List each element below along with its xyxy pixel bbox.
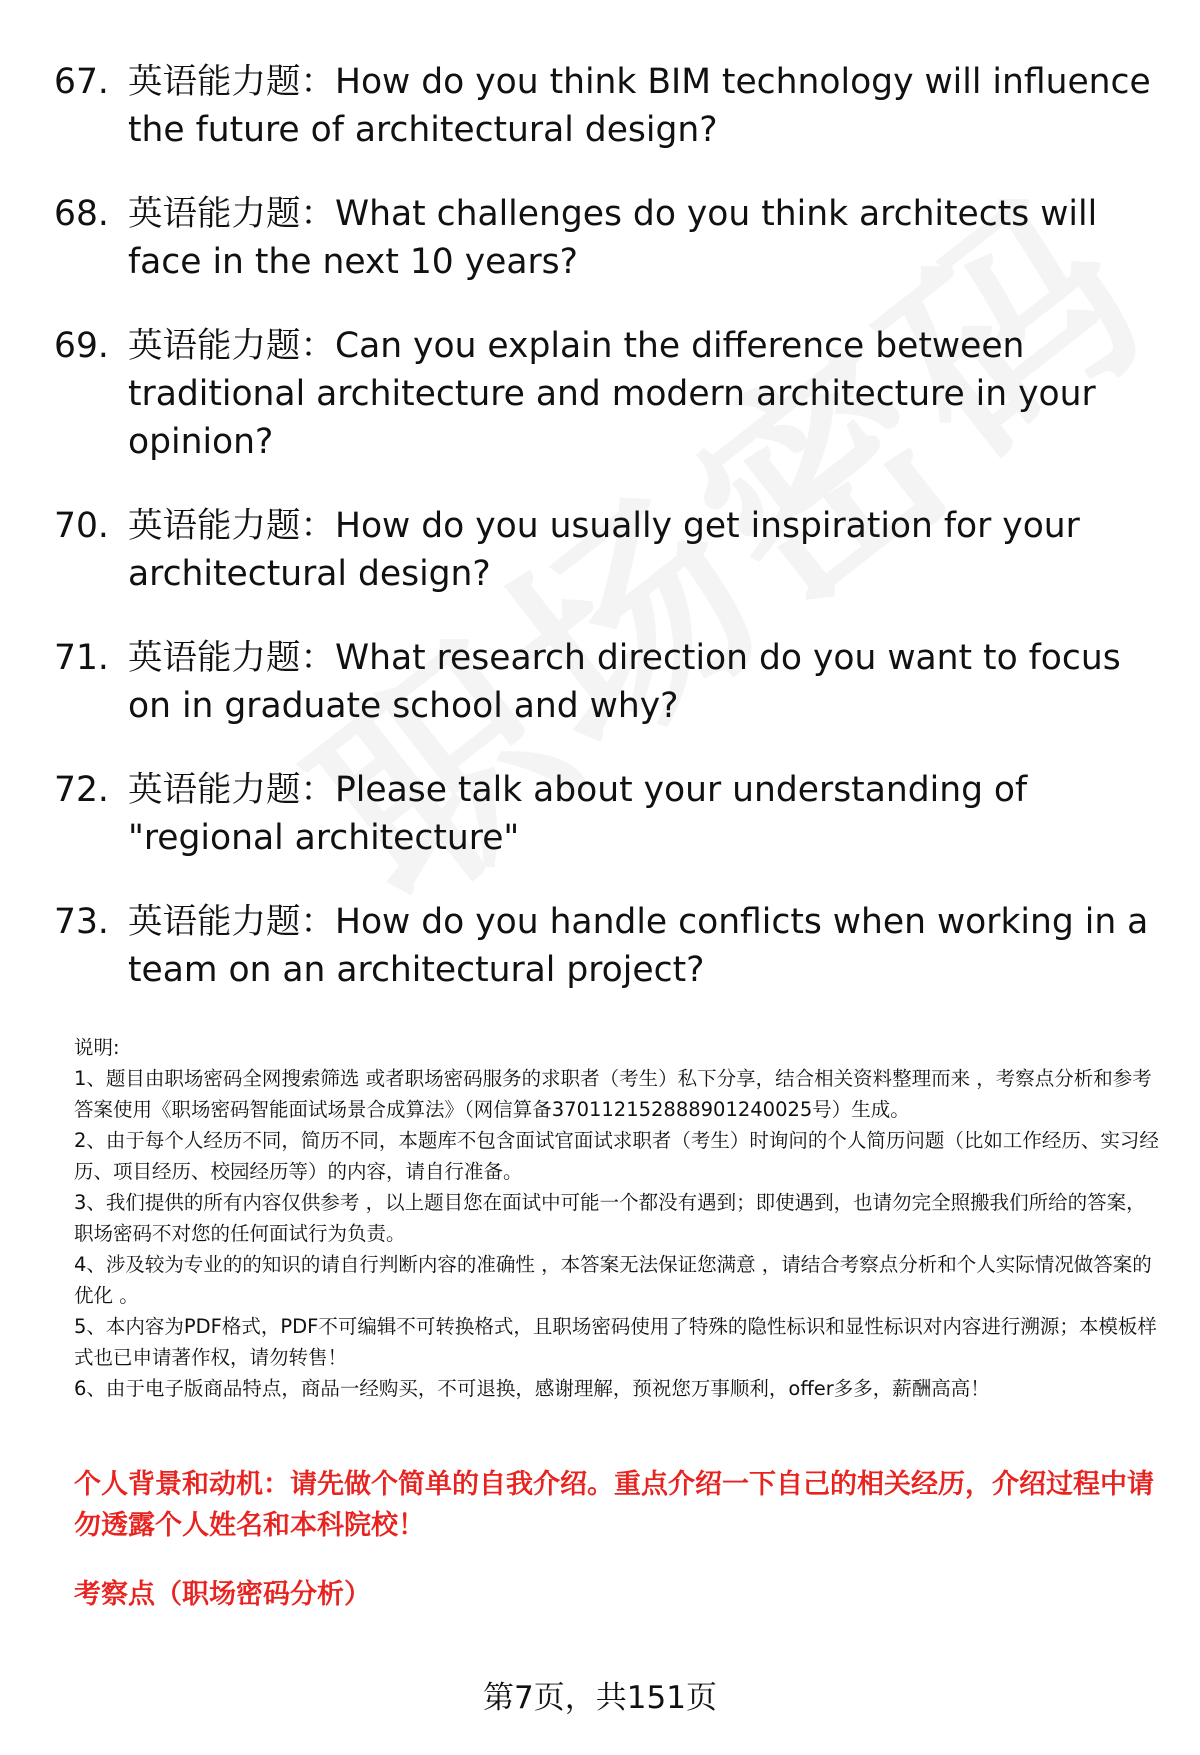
question-text: 英语能力题：How do you handle conflicts when working in a team on an architectural project? <box>128 902 1149 990</box>
question-list <box>54 58 1154 1030</box>
question-item <box>54 190 1154 286</box>
note-item: 1、题目由职场密码全网搜索筛选 或者职场密码服务的求职者（考生）私下分享，结合相关资料整理而来 ，考察点分析和参考答案使用《职场密码智能面试场景合成算法》（网信算备370112152888901240025号）生成。 <box>74 1067 1152 1121</box>
note-item: 3、我们提供的所有内容仅供参考 ，以上题目您在面试中可能一个都没有遇到；即使遇到，也请勿完全照搬我们所给的答案，职场密码不对您的任何面试行为负责。 <box>74 1191 1146 1245</box>
question-text: 英语能力题：How do you usually get inspiration for your architectural design? <box>128 506 1080 594</box>
question-item <box>54 502 1154 598</box>
section-heading: 个人背景和动机：请先做个简单的自我介绍。重点介绍一下自己的相关经历，介绍过程中请勿透露个人姓名和本科院校！ <box>74 1469 1154 1541</box>
question-number: 69. <box>54 326 109 366</box>
question-item <box>54 898 1154 994</box>
note-item: 6、由于电子版商品特点，商品一经购买，不可退换，感谢理解，预祝您万事顺利，offer多多，薪酬高高！ <box>74 1377 990 1400</box>
question-number: 68. <box>54 194 109 234</box>
section-block <box>74 1464 1164 1615</box>
question-number: 72. <box>54 770 109 810</box>
note-item: 5、本内容为PDF格式，PDF不可编辑不可转换格式，且职场密码使用了特殊的隐性标识和显性标识对内容进行溯源；本模板样式也已申请著作权，请勿转售！ <box>74 1315 1157 1369</box>
question-item <box>54 322 1154 466</box>
question-item <box>54 634 1154 730</box>
section-subheading: 考察点（职场密码分析） <box>74 1579 371 1610</box>
note-item: 4、涉及较为专业的的知识的请自行判断内容的准确性 ，本答案无法保证您满意 ，请结合考察点分析和个人实际情况做答案的优化 。 <box>74 1253 1152 1307</box>
question-item <box>54 766 1154 862</box>
page-footer: 第7页，共151页 <box>483 1680 717 1716</box>
question-text: 英语能力题：What research direction do you want to focus on in graduate school and why? <box>128 638 1121 726</box>
notes-block <box>74 1032 1164 1404</box>
question-item <box>54 58 1154 154</box>
question-number: 67. <box>54 62 109 102</box>
question-number: 70. <box>54 506 109 546</box>
question-text: 英语能力题：What challenges do you think architects will face in the next 10 years? <box>128 194 1098 282</box>
question-number: 73. <box>54 902 109 942</box>
question-text: 英语能力题：Can you explain the difference between traditional architecture and modern architecture in your opinion? <box>128 326 1096 462</box>
notes-title: 说明: <box>74 1036 120 1059</box>
question-number: 71. <box>54 638 109 678</box>
note-item: 2、由于每个人经历不同，简历不同，本题库不包含面试官面试求职者（考生）时询问的个人简历问题（比如工作经历、实习经历、项目经历、校园经历等）的内容，请自行准备。 <box>74 1129 1159 1183</box>
question-text: 英语能力题：Please talk about your understanding of "regional architecture" <box>128 770 1028 858</box>
question-text: 英语能力题：How do you think BIM technology will influence the future of architectural design? <box>128 62 1151 150</box>
